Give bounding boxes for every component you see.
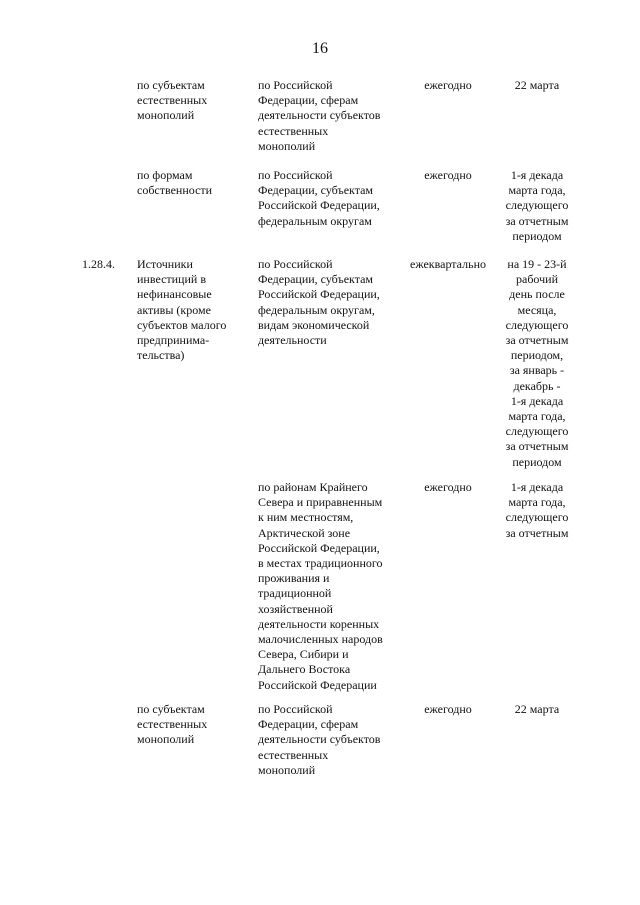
frequency: ежегодно xyxy=(424,480,472,494)
indicator-name: по субъектам естественных монополий xyxy=(137,702,208,747)
frequency: ежеквартально xyxy=(410,257,486,271)
frequency: ежегодно xyxy=(424,78,472,92)
indicator-name: по субъектам естественных монополий xyxy=(137,78,208,123)
page-number: 16 xyxy=(312,40,328,57)
frequency: ежегодно xyxy=(424,168,472,182)
submission-term: 22 марта xyxy=(514,78,560,92)
breakdown-level: по Российской Федерации, субъектам Российской Федерации, федеральным округам, видам экономической деятельности xyxy=(258,257,380,348)
breakdown-level: по районам Крайнего Севера и приравненным к ним местностям, Арктической зоне Российской Федерации, в местах традиционного проживания и традиционной хозяйственной деятельности коренных малочисленных народов Севера, Сибири и Дальнего Востока Российской Федерации xyxy=(258,480,383,692)
submission-term: 1-я декада марта года, следующего за отчетным периодом xyxy=(505,168,569,243)
indicator-name: Источники инвестиций в нефинансовые активы (кроме субъектов малого предпринима- тельства) xyxy=(137,257,227,363)
breakdown-level: по Российской Федерации, субъектам Российской Федерации, федеральным округам xyxy=(258,168,380,228)
submission-term: на 19 - 23-й рабочий день после месяца, следующего за отчетным периодом, за январь - декабрь - 1-я декада марта года, следующего за отчетным периодом xyxy=(505,257,569,469)
breakdown-level: по Российской Федерации, сферам деятельности субъектов естественных монополий xyxy=(258,702,381,777)
item-number: 1.28.4. xyxy=(82,257,115,271)
frequency: ежегодно xyxy=(424,702,472,716)
indicator-name: по формам собственности xyxy=(137,168,213,198)
breakdown-level: по Российской Федерации, сферам деятельности субъектов естественных монополий xyxy=(258,78,381,153)
submission-term: 22 марта xyxy=(514,702,560,716)
submission-term: 1-я декада марта года, следующего за отчетным xyxy=(505,480,569,540)
